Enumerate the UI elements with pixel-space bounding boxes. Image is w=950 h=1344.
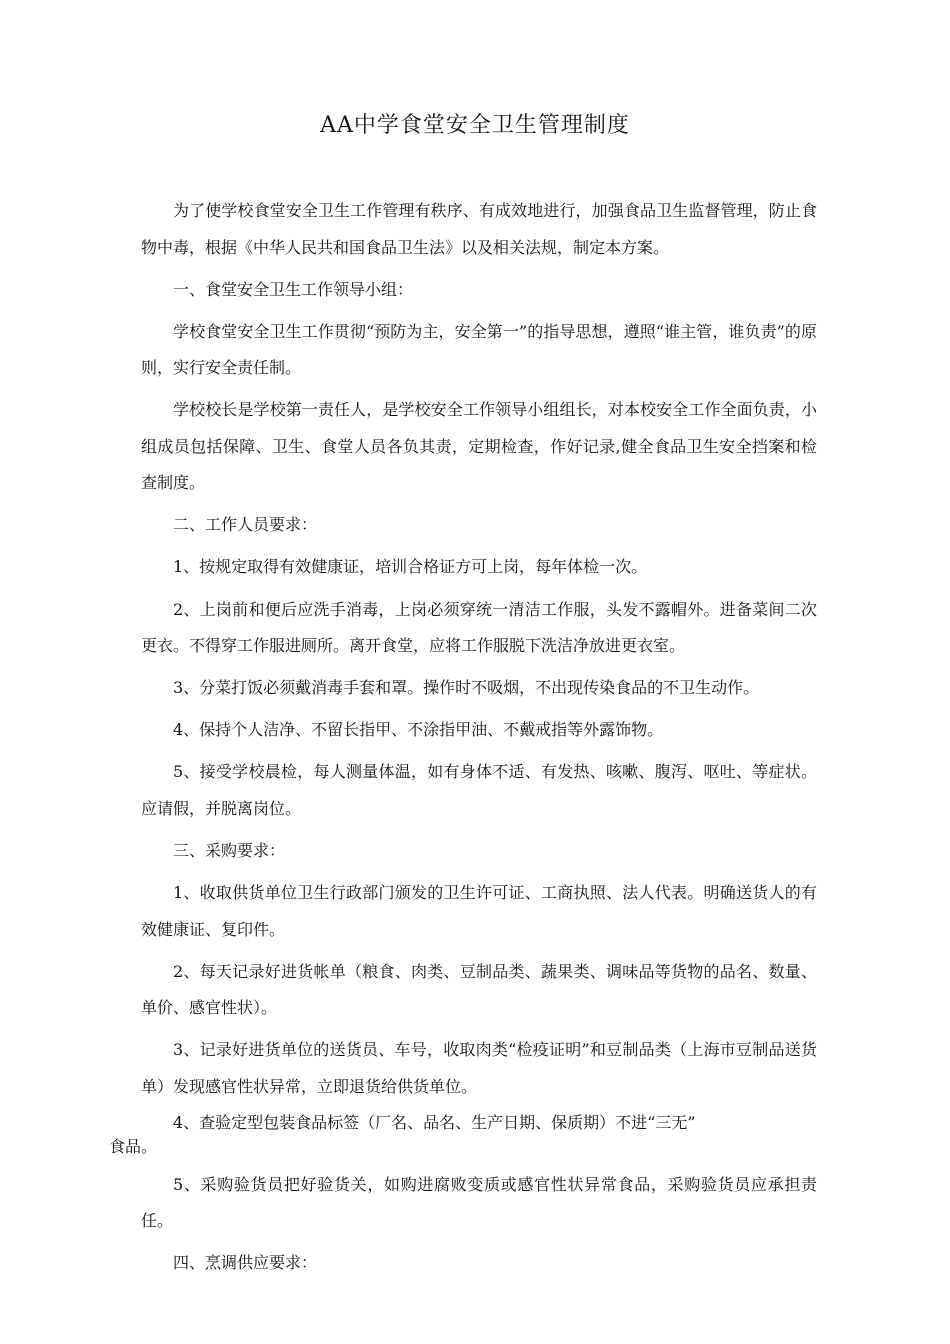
paragraph: 学校校长是学校第一责任人，是学校安全工作领导小组组长，对本校安全工作全面负责，小组成员包括保障、卫生、食堂人员各负其责，定期检查，作好记录,健全食品卫生安全挡案和检查制度。: [141, 400, 817, 493]
section-heading: 四、烹调供应要求：: [173, 1253, 318, 1273]
list-item-line: 食品。: [109, 1136, 158, 1156]
paragraph: 为了使学校食堂安全卫生工作管理有秩序、有成效地进行，加强食品卫生监督管理，防止食物中毒，根据《中华人民共和国食品卫生法》以及相关法规，制定本方案。: [141, 201, 817, 257]
section-heading: 三、采购要求：: [173, 840, 286, 860]
section-heading: 一、食堂安全卫生工作领导小组：: [173, 279, 414, 299]
list-item: 3、分菜打饭必须戴消毒手套和罩。操作时不吸烟，不出现传染食品的不卫生动作。: [173, 678, 760, 698]
list-item: 5、采购验货员把好验货关，如购进腐败变质或感官性状异常食品，采购验货员应承担责任。: [141, 1174, 817, 1231]
list-item: 4、保持个人洁净、不留长指甲、不涂指甲油、不戴戒指等外露饰物。: [173, 720, 664, 740]
list-item: 5、接受学校晨检，每人测量体温，如有身体不适、有发热、咳嗽、腹泻、呕吐、等症状。应请假，并脱离岗位。: [141, 762, 817, 818]
list-item: 1、收取供货单位卫生行政部门颁发的卫生许可证、工商执照、法人代表。明确送货人的有效健康证、复印件。: [141, 883, 817, 939]
document-title: AA中学食堂安全卫生管理制度: [320, 113, 630, 138]
document-body: [109, 193, 817, 1288]
section-heading: 二、工作人员要求：: [173, 515, 318, 535]
paragraph: 学校食堂安全卫生工作贯彻“预防为主，安全第一”的指导思想，遵照“谁主管，谁负责”的原则，实行安全责任制。: [141, 321, 817, 378]
list-item: 3、记录好进货单位的送货员、车号，收取肉类“检疫证明”和豆制品类（上海市豆制品送货单）发现感官性状异常，立即退货给供货单位。: [141, 1040, 817, 1096]
list-item: 2、上岗前和便后应洗手消毒，上岗必须穿统一清洁工作服，头发不露帽外。进备菜间二次更衣。不得穿工作服进厕所。离开食堂，应将工作服脱下洗洁净放进更衣室。: [141, 599, 817, 656]
list-item: [109, 1111, 817, 1159]
list-item-line: 4、查验定型包装食品标签（厂名、品名、生产日期、保质期）不进“三无”: [173, 1112, 696, 1132]
list-item: 1、按规定取得有效健康证，培训合格证方可上岗，每年体检一次。: [173, 557, 648, 577]
list-item: 2、每天记录好进货帐单（粮食、肉类、豆制品类、蔬果类、调味品等货物的品名、数量、单价、感官性状）。: [141, 961, 817, 1018]
